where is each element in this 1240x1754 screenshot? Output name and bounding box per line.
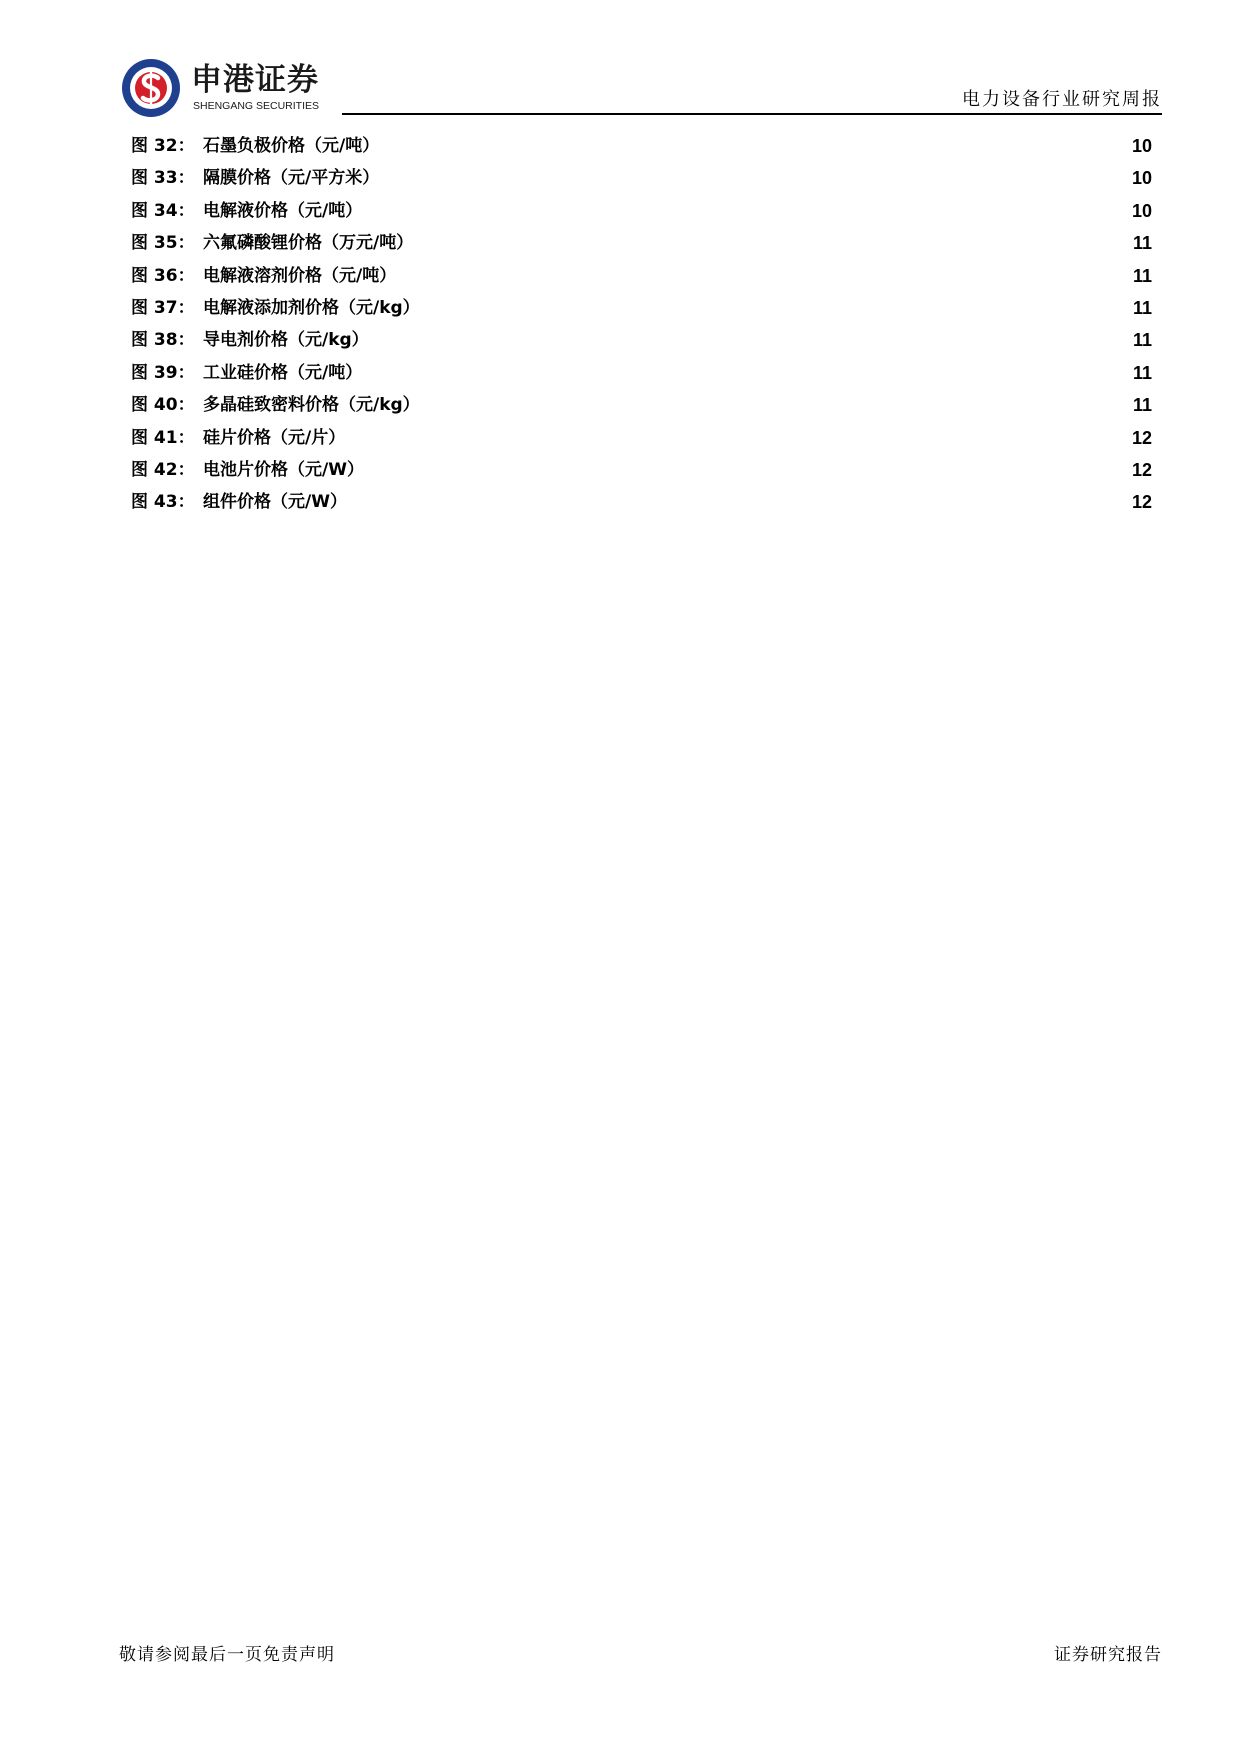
figure-title: 石墨负极价格（元/吨） [203, 136, 380, 156]
figure-entry[interactable] [131, 324, 1152, 356]
figure-label: 图 39： [131, 362, 195, 383]
figure-page-number: 11 [1132, 233, 1152, 254]
figure-title: 导电剂价格（元/kg） [203, 330, 369, 351]
footer-disclaimer: 敬请参阅最后一页免责声明 [119, 1645, 335, 1665]
figure-entry[interactable] [131, 357, 1152, 389]
footer-report-type: 证券研究报告 [1054, 1645, 1162, 1665]
figure-title: 电解液价格（元/吨） [203, 200, 363, 221]
report-title: 电力设备行业研究周报 [962, 89, 1162, 110]
figure-page-number: 12 [1131, 459, 1152, 480]
figure-page-number: 12 [1131, 427, 1152, 448]
figure-page-number: 10 [1131, 168, 1152, 189]
figure-entry[interactable] [131, 260, 1152, 292]
figure-title: 电解液溶剂价格（元/吨） [203, 265, 397, 286]
figure-label: 图 40： [131, 395, 195, 416]
figure-entry[interactable] [131, 227, 1152, 259]
figure-entry[interactable] [131, 292, 1152, 324]
figure-entry[interactable] [131, 486, 1152, 518]
figure-page-number: 11 [1132, 265, 1152, 286]
figure-entry[interactable] [131, 454, 1152, 486]
figure-title: 电解液添加剂价格（元/kg） [203, 297, 420, 318]
figure-page-number: 12 [1131, 492, 1152, 513]
header-divider [342, 113, 1162, 115]
figure-title: 硅片价格（元/片） [203, 427, 346, 448]
company-logo-english: SHENGANG SECURITIES [193, 100, 320, 112]
figure-page-number: 10 [1131, 200, 1152, 221]
figure-page-number: 11 [1132, 297, 1152, 318]
figure-title: 工业硅价格（元/吨） [203, 362, 363, 383]
figure-page-number: 11 [1132, 330, 1152, 351]
figure-title: 组件价格（元/W） [203, 492, 347, 513]
figure-page-number: 10 [1131, 136, 1152, 156]
figure-title: 隔膜价格（元/平方米） [203, 168, 380, 189]
figure-label: 图 34： [131, 200, 195, 221]
figure-page-number: 11 [1132, 362, 1152, 383]
figure-entry[interactable] [131, 162, 1152, 194]
figure-label: 图 36： [131, 265, 195, 286]
shengang-logo-icon [121, 58, 181, 118]
figure-label: 图 43： [131, 492, 195, 513]
figure-label: 图 33： [131, 168, 195, 189]
figure-label: 图 32： [131, 136, 195, 156]
figure-label: 图 42： [131, 459, 195, 480]
figure-entry[interactable] [131, 422, 1152, 454]
figure-list [131, 130, 1152, 519]
figure-entry[interactable] [131, 195, 1152, 227]
figure-entry[interactable] [131, 130, 1152, 162]
figure-entry[interactable] [131, 389, 1152, 421]
figure-label: 图 38： [131, 330, 195, 351]
figure-label: 图 35： [131, 233, 195, 254]
figure-title: 电池片价格（元/W） [203, 459, 364, 480]
figure-title: 多晶硅致密料价格（元/kg） [203, 395, 420, 416]
company-logo-text: 申港证券 [191, 62, 319, 98]
figure-label: 图 41： [131, 427, 195, 448]
figure-label: 图 37： [131, 297, 195, 318]
figure-page-number: 11 [1132, 395, 1152, 416]
figure-title: 六氟磷酸锂价格（万元/吨） [203, 233, 414, 254]
page-header [0, 0, 1240, 120]
